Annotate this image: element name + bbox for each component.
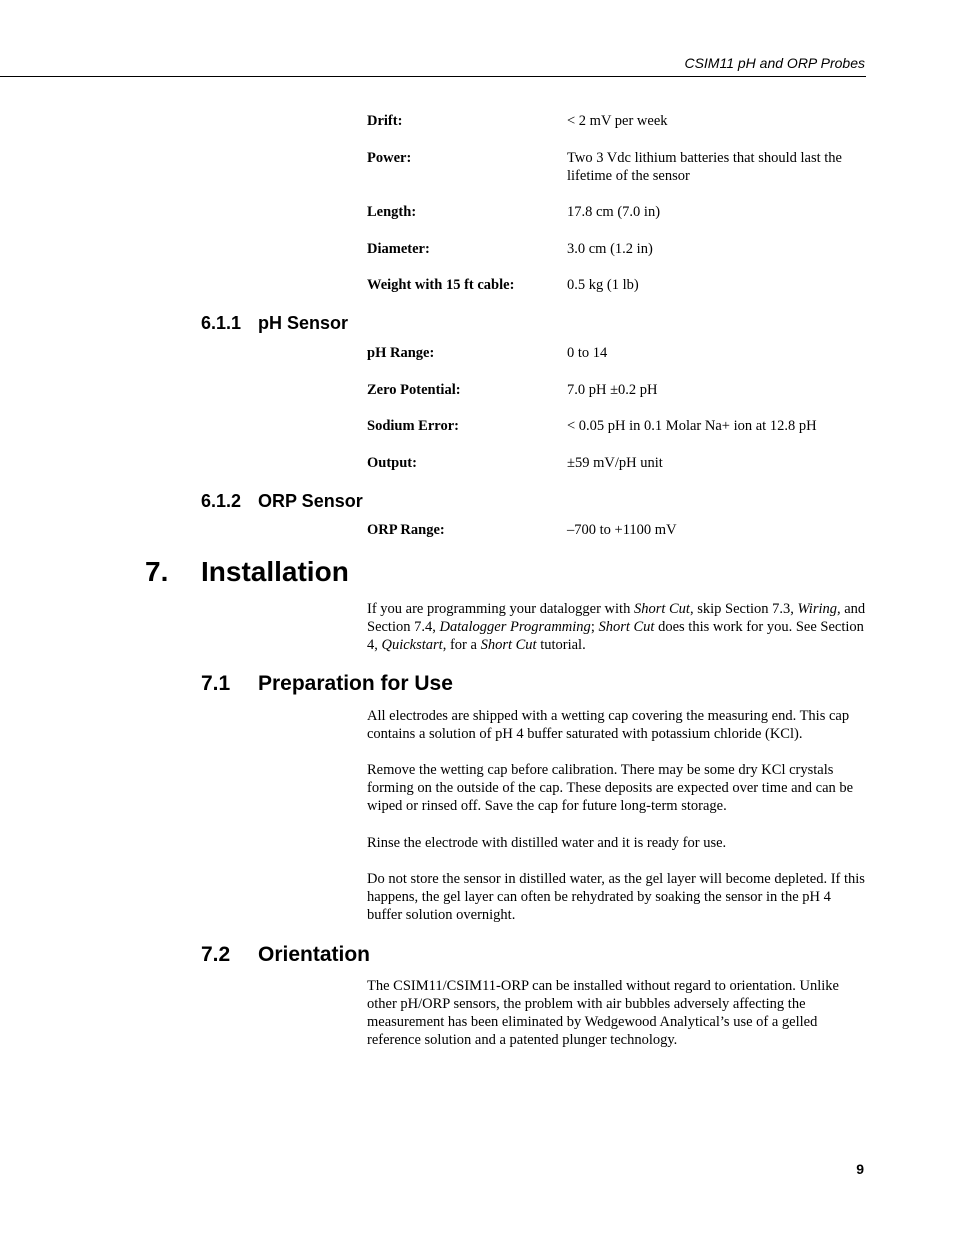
section-heading-orp-sensor <box>201 491 363 512</box>
spec-value: Two 3 Vdc lithium batteries that should last the lifetime of the sensor <box>567 150 842 184</box>
short-cut-emphasis: Short Cut <box>480 637 537 653</box>
spec-value: 0.5 kg (1 lb) <box>567 277 639 293</box>
section-number: 6.1.1 <box>201 313 242 333</box>
spec-value: 0 to 14 <box>567 345 608 361</box>
quickstart-emphasis: Quickstart <box>381 637 443 653</box>
section-heading-ph-sensor <box>201 313 348 334</box>
section-heading-orientation <box>201 943 370 967</box>
wiring-emphasis: Wiring <box>797 601 837 617</box>
spec-value: 7.0 pH ±0.2 pH <box>567 382 658 398</box>
chapter-title: Installation <box>201 556 349 587</box>
spec-value: 17.8 cm (7.0 in) <box>567 204 661 220</box>
spec-label: ORP Range: <box>367 522 445 538</box>
spec-value: ±59 mV/pH unit <box>567 455 663 471</box>
page-number: 9 <box>856 1161 864 1177</box>
running-head-title: CSIM11 pH and ORP Probes <box>684 55 865 71</box>
spec-label: Drift: <box>367 113 403 129</box>
spec-label: Power: <box>367 150 412 166</box>
section-title: ORP Sensor <box>258 491 363 511</box>
spec-label: Weight with 15 ft cable: <box>367 277 515 293</box>
spec-value: –700 to +1100 mV <box>567 522 677 538</box>
preparation-paragraph: All electrodes are shipped with a wetting cap covering the measuring end. This cap contains a solution of pH 4 buffer saturated with potassium chloride (KCl). <box>367 708 850 742</box>
spec-value: < 2 mV per week <box>567 113 668 129</box>
section-title: pH Sensor <box>258 313 349 333</box>
spec-label: Zero Potential: <box>367 382 461 398</box>
installation-intro-paragraph: If you are programming your datalogger with Short Cut, skip Section 7.3, Wiring, and Section 7.4, Datalogger Programming; Short Cut does this work for you. See Section 4, Quickstart, for a Short Cut tutorial. <box>367 601 866 653</box>
section-heading-preparation <box>201 672 453 696</box>
section-number: 6.1.2 <box>201 491 242 511</box>
datalogger-programming-emphasis: Datalogger Programming <box>439 619 591 635</box>
short-cut-emphasis: Short Cut <box>598 619 655 635</box>
spec-value: 3.0 cm (1.2 in) <box>567 241 653 257</box>
chapter-number: 7. <box>145 556 169 587</box>
preparation-paragraph: Remove the wetting cap before calibration. There may be some dry KCl crystals forming on the outside of the cap. These deposits are expected over time and can be wiped or rinsed off. Save the cap for future long-term storage. <box>367 762 854 814</box>
short-cut-emphasis: Short Cut <box>633 601 690 617</box>
chapter-heading-installation <box>145 556 349 588</box>
spec-label: pH Range: <box>367 345 435 361</box>
header-rule <box>0 76 866 77</box>
spec-label: Output: <box>367 455 417 471</box>
section-title: Preparation for Use <box>258 672 453 695</box>
spec-label: Sodium Error: <box>367 418 459 434</box>
section-number: 7.2 <box>201 943 231 966</box>
preparation-paragraph: Do not store the sensor in distilled water, as the gel layer will become depleted. If this happens, the gel layer can often be rehydrated by soaking the sensor in the pH 4 buffer solution overnight. <box>367 871 865 923</box>
section-title: Orientation <box>258 943 371 966</box>
preparation-paragraph: Rinse the electrode with distilled water and it is ready for use. <box>367 835 727 851</box>
spec-label: Diameter: <box>367 241 430 257</box>
section-number: 7.1 <box>201 672 231 695</box>
spec-value: < 0.05 pH in 0.1 Molar Na+ ion at 12.8 pH <box>567 418 817 434</box>
orientation-paragraph: The CSIM11/CSIM11-ORP can be installed without regard to orientation. Unlike other pH/ORP sensors, the problem with air bubbles adversely affecting the measurement has been eliminated by Wedgewood Analytical’s use of a gelled reference solution and a patented plunger technology. <box>367 978 839 1048</box>
spec-label: Length: <box>367 204 417 220</box>
